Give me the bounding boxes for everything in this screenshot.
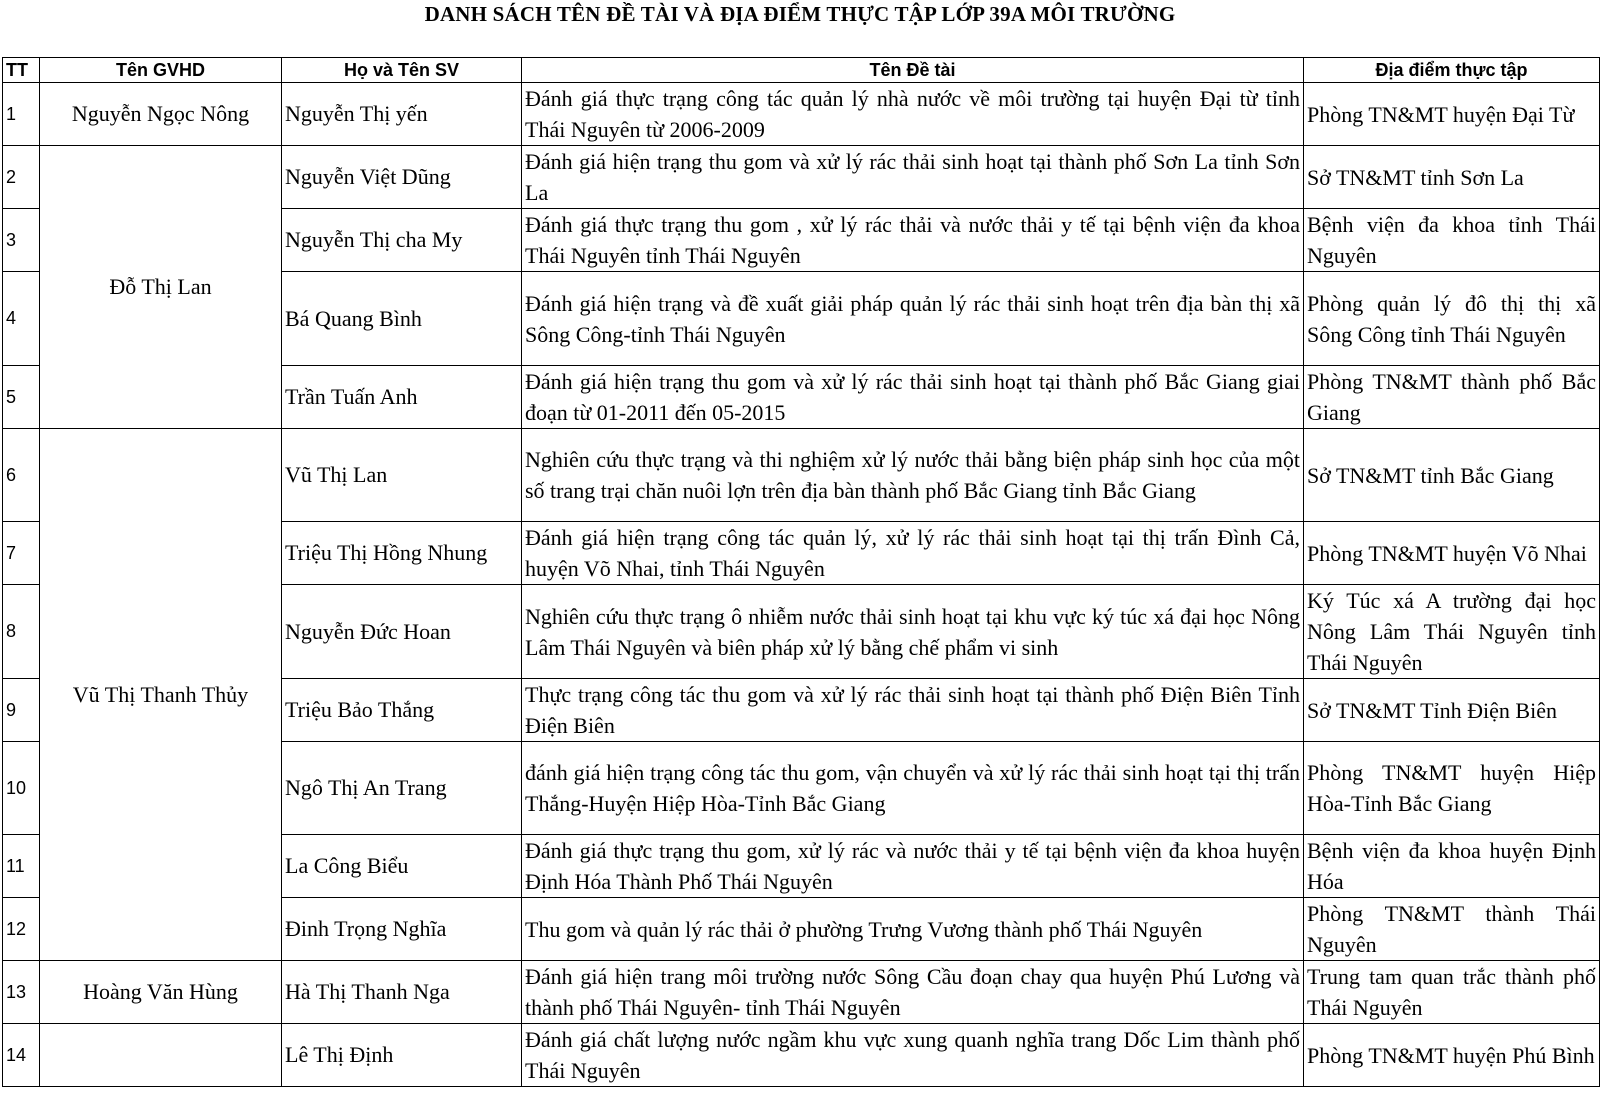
location-cell: Bệnh viện đa khoa huyện Định Hóa <box>1304 835 1600 898</box>
topic-cell: đánh giá hiện trạng công tác thu gom, vận chuyển và xử lý rác thải sinh hoạt tại thị trấn Thắng-Huyện Hiệp Hòa-Tỉnh Bắc Giang <box>522 742 1304 835</box>
row-number: 1 <box>3 83 40 146</box>
row-number: 9 <box>3 679 40 742</box>
table-row <box>3 1024 1600 1087</box>
location-cell: Sở TN&MT Tỉnh Điện Biên <box>1304 679 1600 742</box>
row-number: 6 <box>3 429 40 522</box>
location-cell: Phòng TN&MT huyện Phú Bình <box>1304 1024 1600 1087</box>
student-name: Triệu Bảo Thắng <box>282 679 522 742</box>
supervisor-cell: Vũ Thị Thanh Thủy <box>40 429 282 961</box>
table-row <box>3 429 1600 522</box>
supervisor-cell <box>40 1024 282 1087</box>
row-number: 8 <box>3 585 40 679</box>
row-number: 12 <box>3 898 40 961</box>
student-name: Nguyễn Thị cha My <box>282 209 522 272</box>
location-cell: Trung tam quan trắc thành phố Thái Nguyên <box>1304 961 1600 1024</box>
topic-cell: Đánh giá hiện trang môi trường nước Sông Cầu đoạn chay qua huyện Phú Lương và thành phố Thái Nguyên- tỉnh Thái Nguyên <box>522 961 1304 1024</box>
student-name: Đinh Trọng Nghĩa <box>282 898 522 961</box>
location-cell: Phòng quản lý đô thị thị xã Sông Công tỉnh Thái Nguyên <box>1304 272 1600 366</box>
location-cell: Phòng TN&MT thành Thái Nguyên <box>1304 898 1600 961</box>
student-name: Hà Thị Thanh Nga <box>282 961 522 1024</box>
student-name: Vũ Thị Lan <box>282 429 522 522</box>
student-name: Bá Quang Bình <box>282 272 522 366</box>
location-cell: Sở TN&MT tỉnh Bắc Giang <box>1304 429 1600 522</box>
location-cell: Ký Túc xá A trường đại học Nông Lâm Thái Nguyên tỉnh Thái Nguyên <box>1304 585 1600 679</box>
location-cell: Phòng TN&MT huyện Võ Nhai <box>1304 522 1600 585</box>
student-name: Ngô Thị An Trang <box>282 742 522 835</box>
topic-cell: Nghiên cứu thực trạng và thi nghiệm xử lý nước thải bằng biện pháp sinh học của một số trang trại chăn nuôi lợn trên địa bàn thành phố Bắc Giang tỉnh Bắc Giang <box>522 429 1304 522</box>
location-cell: Phòng TN&MT huyện Đại Từ <box>1304 83 1600 146</box>
row-number: 10 <box>3 742 40 835</box>
location-cell: Phòng TN&MT thành phố Bắc Giang <box>1304 366 1600 429</box>
topic-cell: Thu gom và quản lý rác thải ở phường Trưng Vương thành phố Thái Nguyên <box>522 898 1304 961</box>
internship-table <box>2 57 1600 1087</box>
topic-cell: Đánh giá chất lượng nước ngầm khu vực xung quanh nghĩa trang Dốc Lim thành phố Thái Nguyên <box>522 1024 1304 1087</box>
row-number: 14 <box>3 1024 40 1087</box>
row-number: 5 <box>3 366 40 429</box>
student-name: Triệu Thị Hồng Nhung <box>282 522 522 585</box>
topic-cell: Nghiên cứu thực trạng ô nhiễm nước thải sinh hoạt tại khu vực ký túc xá đại học Nông Lâm Thái Nguyên và biên pháp xử lý bằng chế phẩm vi sinh <box>522 585 1304 679</box>
topic-cell: Đánh giá hiện trạng công tác quản lý, xử lý rác thải sinh hoạt tại thị trấn Đình Cả, huyện Võ Nhai, tỉnh Thái Nguyên <box>522 522 1304 585</box>
topic-cell: Đánh giá thực trạng thu gom , xử lý rác thải và nước thải y tế tại bệnh viện đa khoa Thái Nguyên tỉnh Thái Nguyên <box>522 209 1304 272</box>
supervisor-cell: Đỗ Thị Lan <box>40 146 282 429</box>
location-cell: Sở TN&MT tỉnh Sơn La <box>1304 146 1600 209</box>
topic-cell: Đánh giá hiện trạng thu gom và xử lý rác thải sinh hoạt tại thành phố Bắc Giang giai đoạn từ 01-2011 đến 05-2015 <box>522 366 1304 429</box>
page-title: DANH SÁCH TÊN ĐỀ TÀI VÀ ĐỊA ĐIỂM THỰC TẬP LỚP 39A MÔI TRƯỜNG <box>424 2 1176 26</box>
topic-cell: Đánh giá thực trạng thu gom, xử lý rác và nước thải y tế tại bệnh viện đa khoa huyện Định Hóa Thành Phố Thái Nguyên <box>522 835 1304 898</box>
topic-cell: Đánh giá hiện trạng và đề xuất giải pháp quản lý rác thải sinh hoạt trên địa bàn thị xã Sông Công-tỉnh Thái Nguyên <box>522 272 1304 366</box>
student-name: La Công Biểu <box>282 835 522 898</box>
topic-cell: Đánh giá thực trạng công tác quản lý nhà nước về môi trường tại huyện Đại từ tỉnh Thái Nguyên từ 2006-2009 <box>522 83 1304 146</box>
student-name: Trần Tuấn Anh <box>282 366 522 429</box>
student-name: Lê Thị Định <box>282 1024 522 1087</box>
topic-cell: Đánh giá hiện trạng thu gom và xử lý rác thải sinh hoạt tại thành phố Sơn La tỉnh Sơn La <box>522 146 1304 209</box>
row-number: 11 <box>3 835 40 898</box>
header-location: Địa điểm thực tập <box>1304 58 1600 83</box>
student-name: Nguyễn Việt Dũng <box>282 146 522 209</box>
header-topic: Tên Đề tài <box>522 58 1304 83</box>
student-name: Nguyễn Thị yến <box>282 83 522 146</box>
row-number: 7 <box>3 522 40 585</box>
table-row <box>3 146 1600 209</box>
table-row <box>3 961 1600 1024</box>
header-student: Họ và Tên SV <box>282 58 522 83</box>
supervisor-cell: Hoàng Văn Hùng <box>40 961 282 1024</box>
student-name: Nguyễn Đức Hoan <box>282 585 522 679</box>
topic-cell: Thực trạng công tác thu gom và xử lý rác thải sinh hoạt tại thành phố Điện Biên Tỉnh Điện Biên <box>522 679 1304 742</box>
table-row <box>3 83 1600 146</box>
header-tt: TT <box>3 58 40 83</box>
header-gvhd: Tên GVHD <box>40 58 282 83</box>
supervisor-cell: Nguyễn Ngọc Nông <box>40 83 282 146</box>
location-cell: Phòng TN&MT huyện Hiệp Hòa-Tỉnh Bắc Giang <box>1304 742 1600 835</box>
row-number: 3 <box>3 209 40 272</box>
header-row <box>3 58 1600 83</box>
row-number: 2 <box>3 146 40 209</box>
row-number: 4 <box>3 272 40 366</box>
row-number: 13 <box>3 961 40 1024</box>
location-cell: Bệnh viện đa khoa tỉnh Thái Nguyên <box>1304 209 1600 272</box>
